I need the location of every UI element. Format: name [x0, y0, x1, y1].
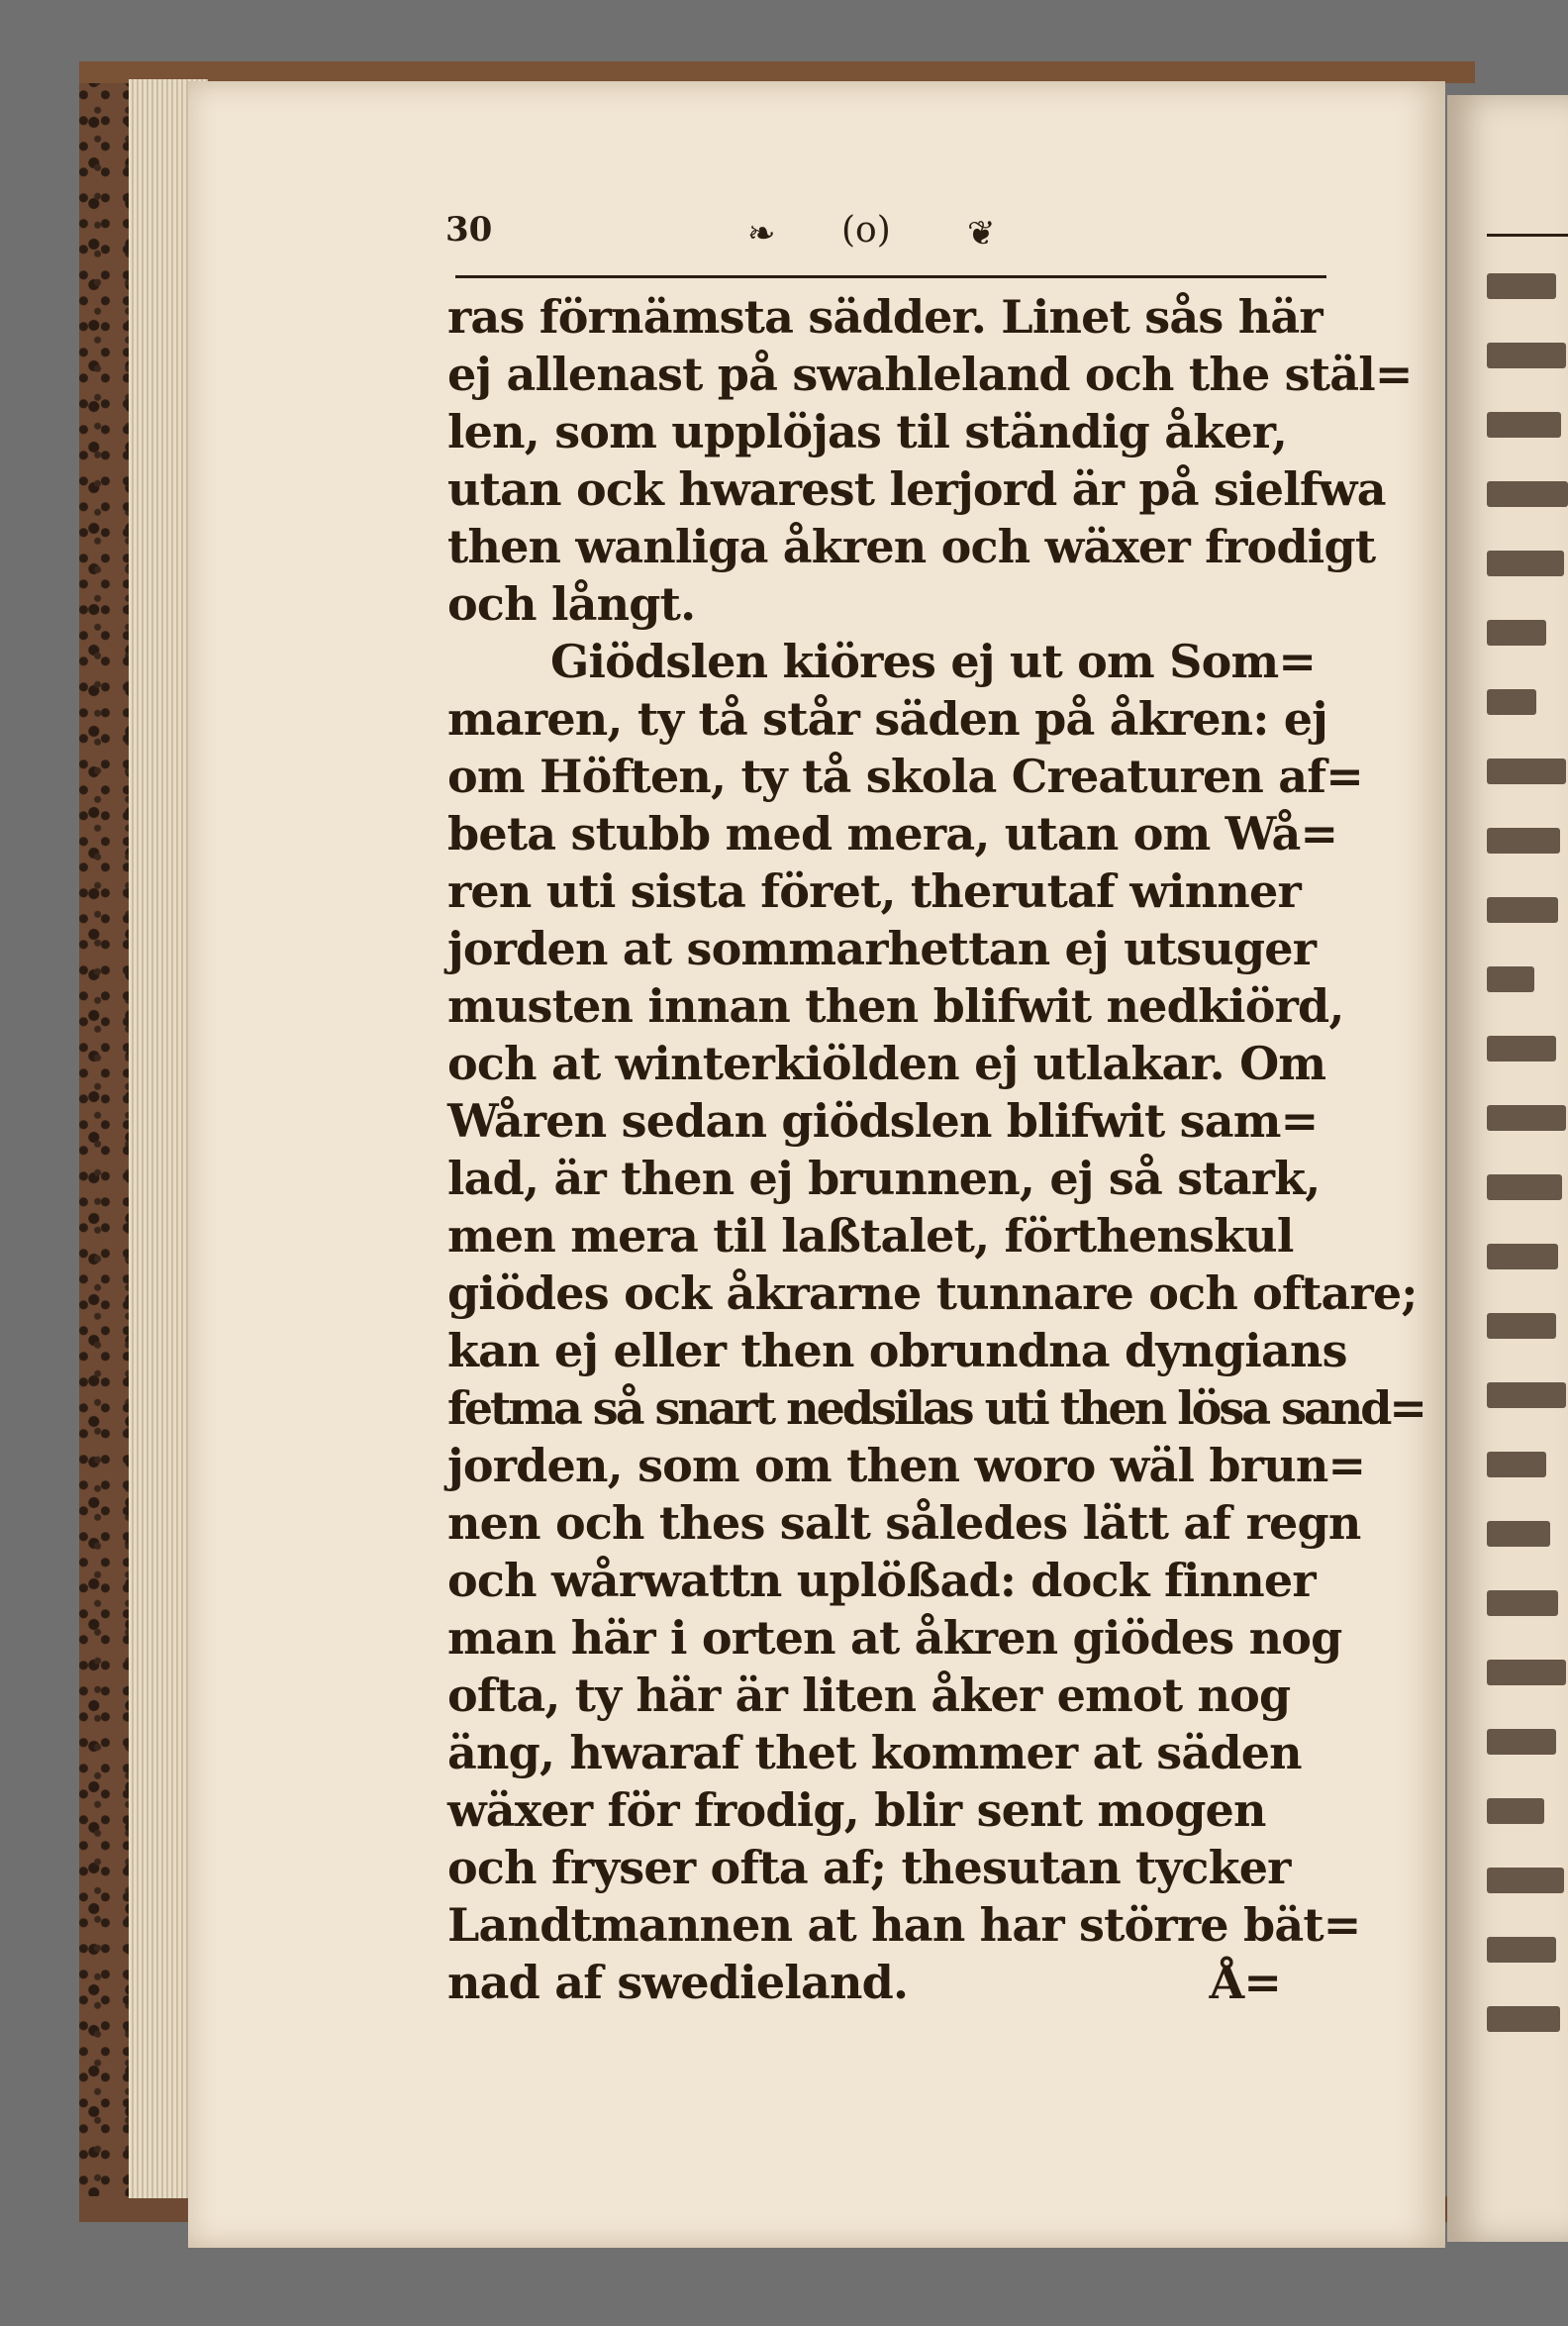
opposite-text-fragment — [1487, 1313, 1556, 1339]
text-line: len, som upplöjas til ständig åker, — [447, 405, 1288, 458]
text-line: lad, är then ej brunnen, ej så stark, — [447, 1152, 1321, 1205]
text-line: maren, ty tå står säden på åkren: ej — [447, 692, 1328, 746]
opposite-text-fragment — [1487, 481, 1568, 507]
opposite-text-fragment — [1487, 1660, 1566, 1685]
ornament-right-icon: ❦ — [967, 214, 996, 253]
opposite-text-fragment — [1487, 1868, 1564, 1893]
opposite-text-fragment — [1487, 1798, 1544, 1824]
text-line: men mera til laßtalet, förthenskul — [447, 1209, 1294, 1263]
text-line: ej allenast på swahleland och the stäl= — [447, 348, 1413, 401]
opposite-text-fragment — [1487, 1244, 1558, 1269]
opposite-text-fragment — [1487, 1729, 1556, 1755]
text-line: ofta, ty här är liten åker emot nog — [447, 1669, 1291, 1722]
text-line: then wanliga åkren och wäxer frodigt — [447, 520, 1376, 573]
text-line: giödes ock åkrarne tunnare och oftare; — [447, 1266, 1418, 1320]
opposite-text-fragment — [1487, 1105, 1566, 1131]
opposite-page-rule — [1487, 234, 1568, 237]
cover-edge-top — [79, 61, 1475, 83]
text-line: beta stubb med mera, utan om Wå= — [447, 807, 1338, 860]
opposite-text-fragment — [1487, 1452, 1546, 1477]
text-line: om Höften, ty tå skola Creaturen af= — [447, 750, 1364, 803]
opposite-text-fragment — [1487, 1174, 1562, 1200]
page-text — [447, 285, 1424, 2028]
opposite-text-fragment — [1487, 1036, 1556, 1062]
text-line: jorden, som om then woro wäl brun= — [447, 1439, 1366, 1492]
opposite-text-fragment — [1487, 828, 1560, 854]
text-line: nad af swedieland. Å= — [447, 1956, 1282, 2009]
opposite-text-fragment — [1487, 273, 1556, 299]
text-line: utan ock hwarest lerjord är på sielfwa — [447, 462, 1386, 516]
opposite-text-fragment — [1487, 412, 1561, 438]
text-line: och långt. — [447, 577, 696, 631]
opposite-text-fragment — [1487, 897, 1558, 923]
text-line: Wåren sedan giödslen blifwit sam= — [447, 1094, 1319, 1148]
opposite-text-fragment — [1487, 966, 1534, 992]
text-line: musten innan then blifwit nedkiörd, — [447, 979, 1344, 1033]
opposite-text-fragment — [1487, 620, 1546, 646]
header-mark: (o) — [841, 210, 891, 251]
text-line: och wårwattn uplößad: dock finner — [447, 1554, 1316, 1607]
page-header — [445, 210, 1326, 269]
opposite-text-fragment — [1487, 1590, 1558, 1616]
text-line: jorden at sommarhettan ej utsuger — [447, 922, 1317, 975]
text-line: wäxer för frodig, blir sent mogen — [447, 1783, 1266, 1837]
opposite-text-fragment — [1487, 758, 1566, 784]
opposite-text-fragment — [1487, 689, 1536, 715]
text-line: och fryser ofta af; thesutan tycker — [447, 1841, 1291, 1894]
opposite-text-fragment — [1487, 1382, 1566, 1408]
text-line: man här i orten at åkren giödes nog — [447, 1611, 1342, 1665]
opposite-page — [1447, 95, 1568, 2242]
text-line: ren uti sista föret, therutaf winner — [447, 864, 1301, 918]
text-line: nen och thes salt således lätt af regn — [447, 1496, 1361, 1550]
text-line: kan ej eller then obrundna dyngians — [447, 1324, 1347, 1377]
opposite-text-fragment — [1487, 1521, 1550, 1547]
header-rule — [455, 275, 1326, 278]
opposite-text-fragment — [1487, 343, 1566, 368]
text-line: fetma så snart nedsilas uti then lösa sand= — [447, 1381, 1424, 1435]
opposite-text-fragment — [1487, 1937, 1556, 1963]
opposite-text-fragment — [1487, 2006, 1560, 2032]
text-line: äng, hwaraf thet kommer at säden — [447, 1726, 1302, 1779]
text-line: ras förnämsta sädder. Linet sås här — [447, 290, 1323, 344]
text-line: och at winterkiölden ej utlakar. Om — [447, 1037, 1326, 1090]
opposite-text-fragment — [1487, 551, 1564, 576]
ornament-left-icon: ❧ — [747, 214, 776, 253]
page-number: 30 — [445, 210, 493, 250]
text-line: Landtmannen at han har större bät= — [447, 1898, 1361, 1952]
text-line: Giödslen kiöres ej ut om Som= — [550, 635, 1317, 688]
